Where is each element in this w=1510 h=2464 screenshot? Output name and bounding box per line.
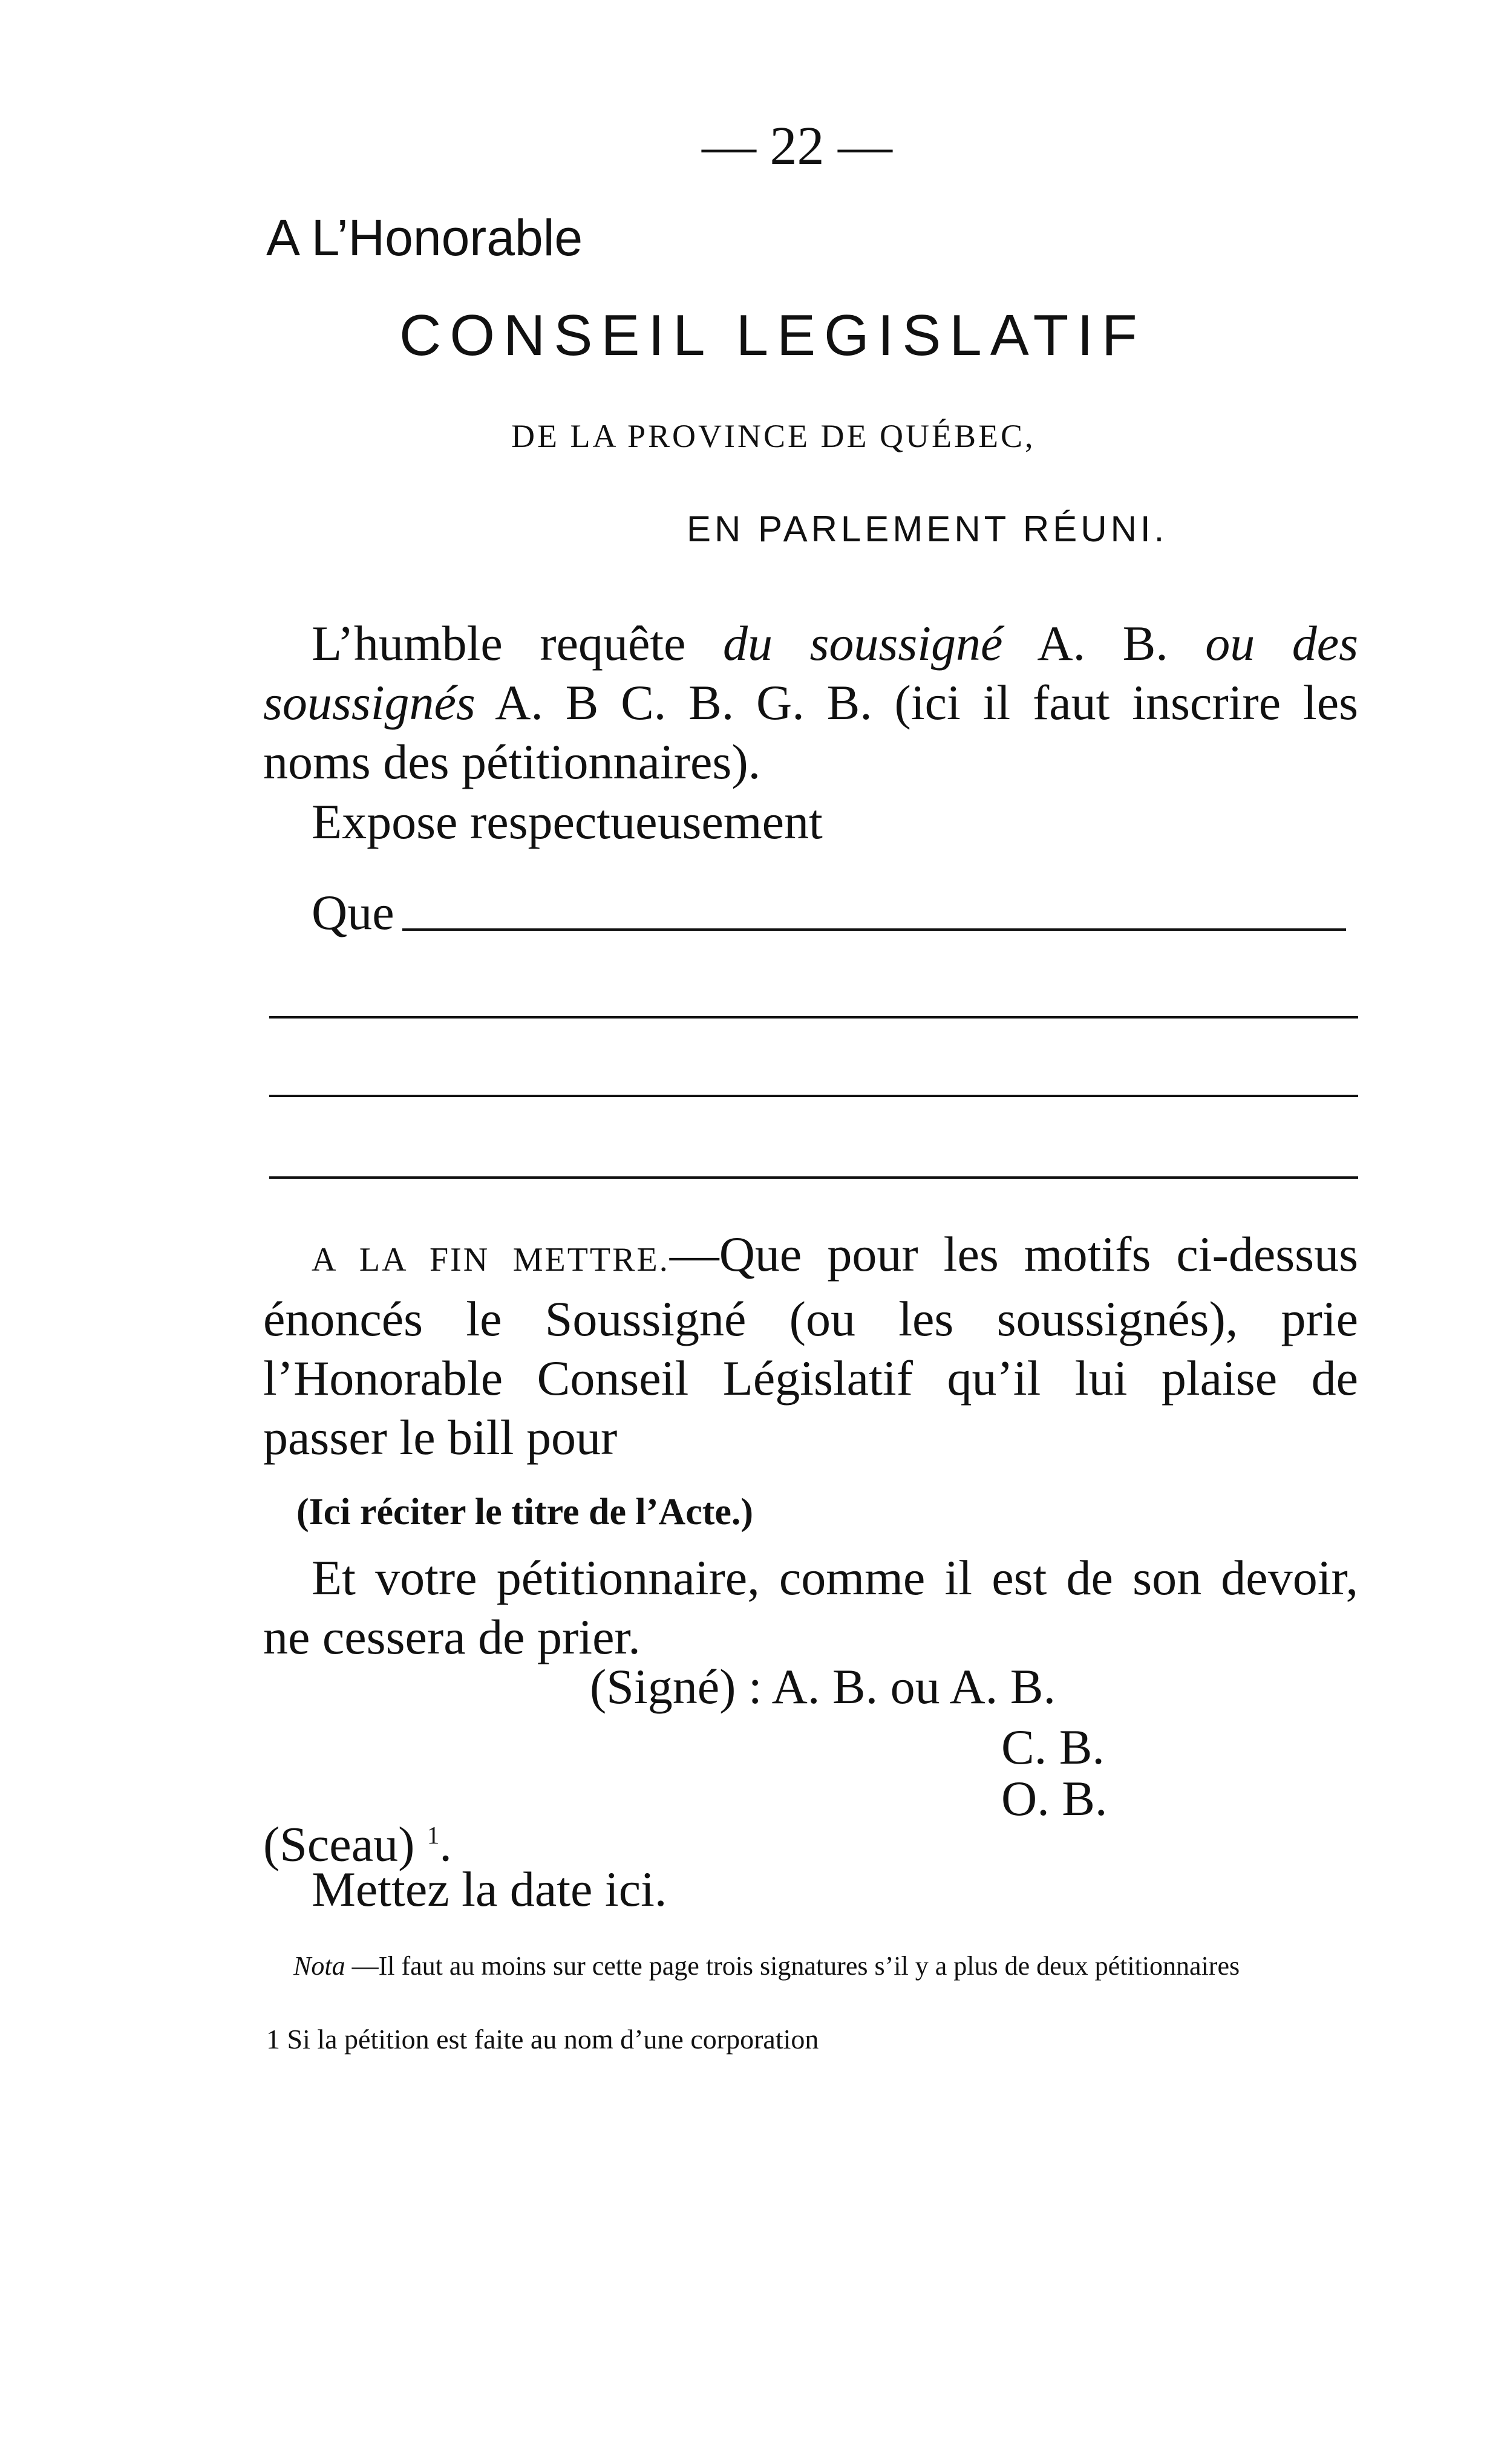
blank-line-4 xyxy=(269,1176,1358,1179)
que-label: Que xyxy=(312,885,394,940)
conclusion-paragraph xyxy=(263,1225,1358,1467)
province-subtitle: DE LA PROVINCE DE QUÉBEC, xyxy=(511,418,1036,454)
page-number: — 22 — xyxy=(702,116,892,176)
expose-line: Expose respectueusement xyxy=(312,794,823,849)
nota-text: —Il faut au moins sur cette page trois signatures s’il y a plus de deux pétitionnaires xyxy=(345,1951,1240,1981)
footnote: 1 Si la pétition est faite au nom d’une corporation xyxy=(266,2024,819,2055)
closing-paragraph: Et votre pétitionnaire, comme il est de son devoir, ne cessera de prier. xyxy=(263,1550,1358,1664)
blank-line-3 xyxy=(269,1095,1358,1097)
conclusion-label: A LA FIN METTRE. xyxy=(312,1241,670,1279)
seal-label: (Sceau) $^1$. xyxy=(263,1816,452,1872)
nota-label: Nota xyxy=(293,1951,345,1981)
recite-instruction: (Ici réciter le titre de l’Acte.) xyxy=(296,1491,754,1533)
blank-line-2 xyxy=(269,1016,1358,1019)
addressee-heading: A L’Honorable xyxy=(266,209,583,266)
signature-line: (Signé) : A. B. ou A. B. xyxy=(590,1659,1056,1714)
seal-footnote-mark: 1 xyxy=(427,1821,440,1849)
petition-intro: L’humble requête du soussigné A. B. ou des soussignés A. B C. B. G. B. (ici il faut inscrire les noms des pétitionnaires). xyxy=(263,616,1359,789)
nota-paragraph xyxy=(263,1951,1358,1982)
council-title: CONSEIL LEGISLATIF xyxy=(399,303,1146,368)
parliament-subtitle: EN PARLEMENT RÉUNI. xyxy=(687,509,1168,549)
date-instruction: Mettez la date ici. xyxy=(312,1862,667,1917)
conclusion-text: —Que pour les motifs ci-dessus énoncés le Soussigné (ou les soussignés), prie l’Honorable Conseil Législatif qu’il lui plaise de passer le bill pour xyxy=(263,1227,1358,1465)
blank-line-1 xyxy=(402,928,1346,931)
signature-line-3: O. B. xyxy=(1001,1771,1108,1826)
signature-line-2: C. B. xyxy=(1001,1719,1105,1775)
